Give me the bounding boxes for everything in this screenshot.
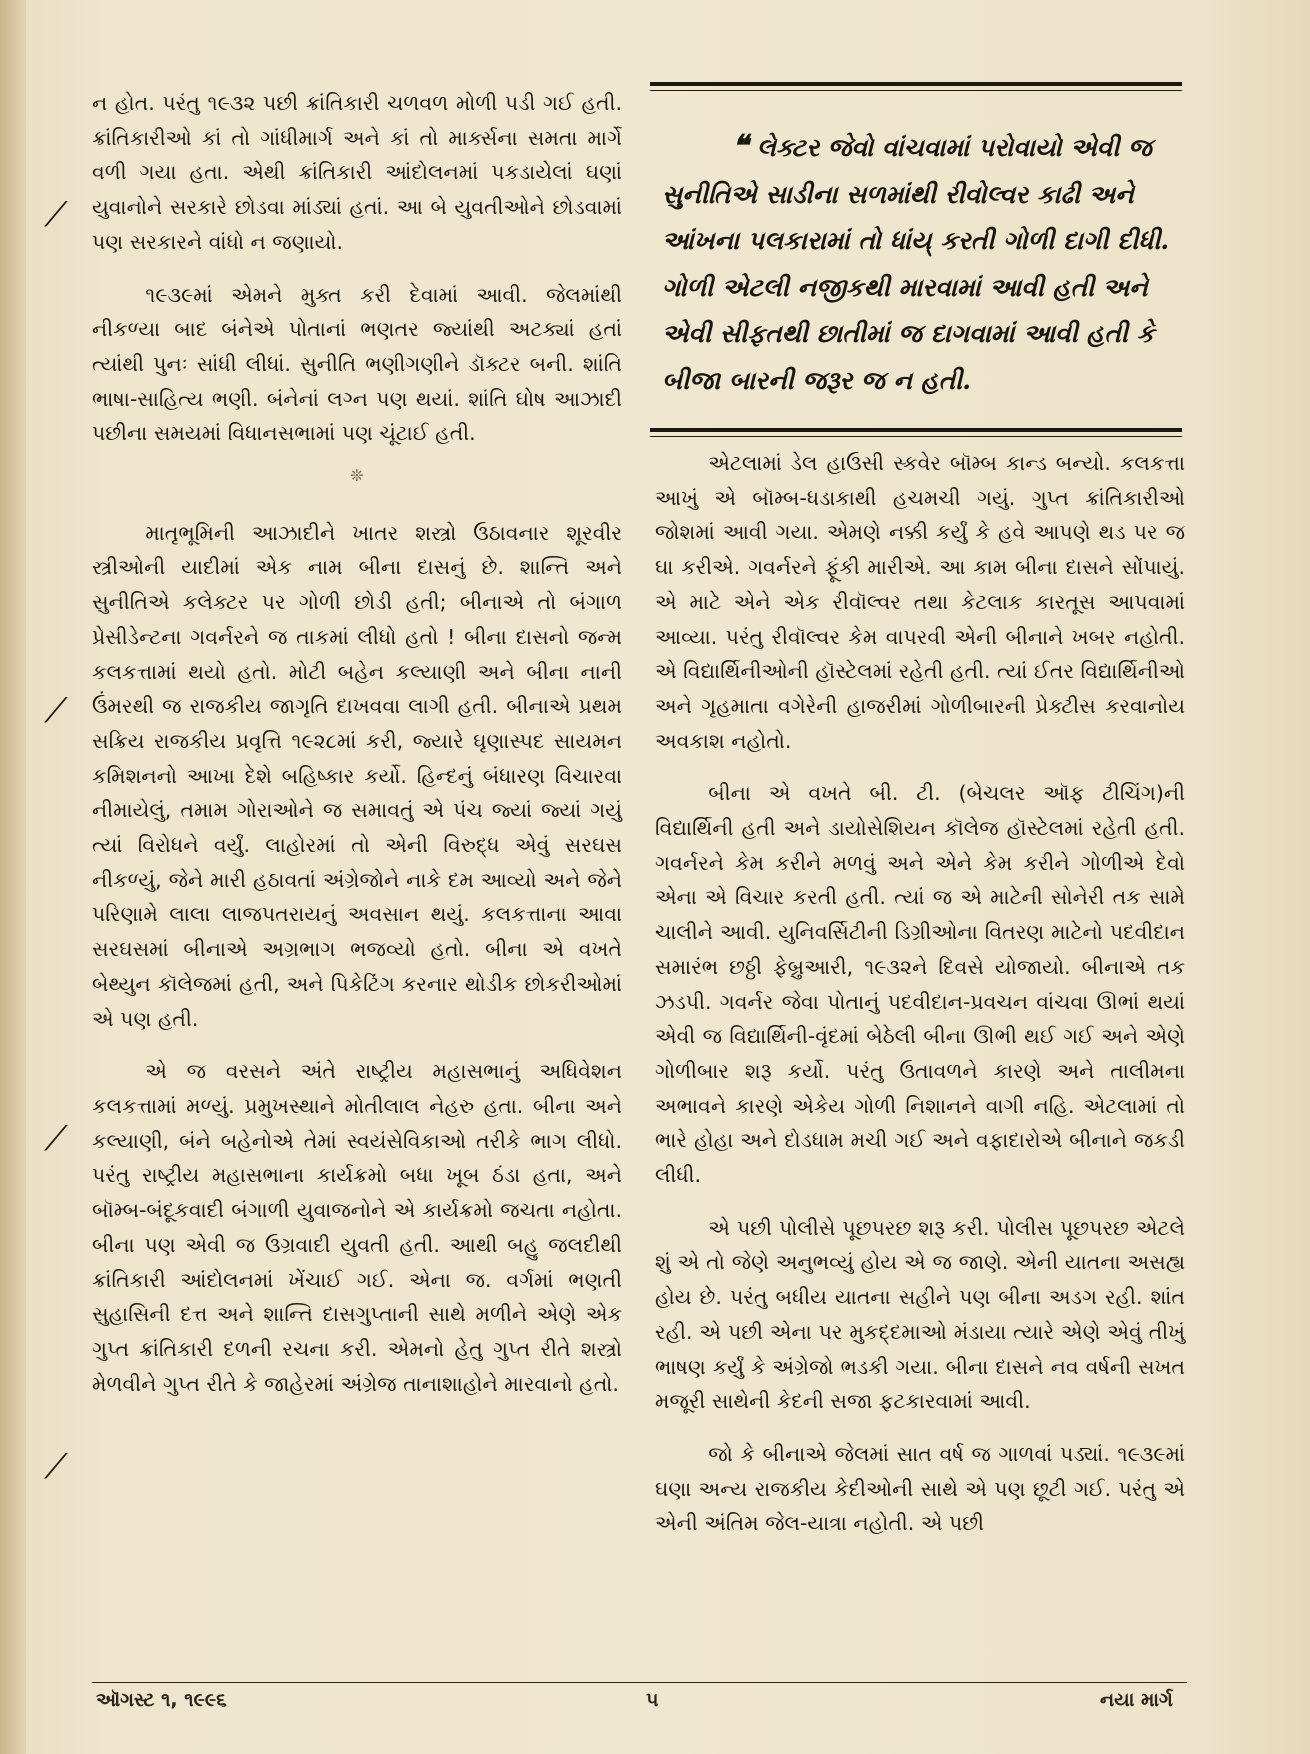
right-paragraph-4: જો કે બીનાએ જેલમાં સાત વર્ષ જ ગાળવાં પડ્યાં. ૧૯૩૯માં ઘણા અન્ય રાજકીય કેદીઓની સાથે એ પણ છૂટી ગઈ. પરંતુ એ એની અંતિમ જેલ-યાત્રા નહોતી. એ પછી bbox=[655, 1441, 1185, 1536]
left-paragraph-3: માતૃભૂમિની આઝાદીને ખાતર શસ્ત્રો ઉઠાવનાર શૂરવીર સ્ત્રીઓની યાદીમાં એક નામ બીના દાસનું છે. શાન્તિ અને સુનીતિએ કલેક્ટર પર ગોળી છોડી હતી; બીનાએ તો બંગાળ પ્રેસીડેન્ટના ગવર્નરને જ તાકમાં લીધો હતો ! બીના દાસનો જન્મ કલકત્તામાં થયો હતો. મોટી બહેન કલ્યાણી અને બીના નાની ઉંમરથી જ રાજકીય જાગૃતિ દાખવવા લાગી હતી. બીનાએ પ્રથમ સક્રિય રાજકીય પ્રવૃત્તિ ૧૯૨૮માં કરી, જ્યારે ઘૃણાસ્પદ સાયમન કમિશનનો આખા દેશે બહિષ્કાર કર્યો. હિન્દનું બંધારણ વિચારવા નીમાયેલું, તમામ ગોરાઓને જ સમાવતું એ પંચ જ્યાં જ્યાં ગયું ત્યાં વિરોધને વર્યું. લાહોરમાં તો એની વિરુદ્ધ એવું સરઘસ નીકળ્યું, જેને મારી હઠાવતાં અંગ્રેજોને નાકે દમ આવ્યો અને જેને પરિણામે લાલા લાજપતરાયનું અવસાન થયું. કલકત્તાના આવા સરઘસમાં બીનાએ અગ્રભાગ ભજવ્યો હતો. બીના એ વખતે બેથ્યુન કૉલેજમાં હતી, અને પિકેટિંગ કરનાર થોડીક છોકરીઓમાં એ પણ હતી. bbox=[92, 520, 622, 1031]
quote-mark-icon: ❝ bbox=[732, 129, 749, 164]
quote-top-rule bbox=[650, 82, 1182, 86]
left-column bbox=[92, 86, 622, 1401]
footer-date: ઑગસ્ટ ૧, ૧૯૯૬ bbox=[96, 1689, 227, 1711]
margin-mark: ⟋ bbox=[44, 195, 68, 235]
left-paragraph-2: ૧૯૩૯માં એમને મુક્ત કરી દેવામાં આવી. જેલમાંથી નીકળ્યા બાદ બંનેએ પોતાનાં ભણતર જ્યાંથી અટક્યાં હતાં ત્યાંથી પુનઃ સાંધી લીધાં. સુનીતિ ભણીગણીને ડૉક્ટર બની. શાંતિ ભાષા-સાહિત્ય ભણી. બંનેનાં લગ્ન પણ થયાં. શાંતિ ઘોષ આઝાદી પછીના સમયમાં વિધાનસભામાં પણ ચૂંટાઈ હતી. bbox=[92, 282, 622, 446]
footer-rule bbox=[92, 1682, 1187, 1683]
section-separator: ❊ bbox=[350, 466, 364, 486]
right-paragraph-2: બીના એ વખતે બી. ટી. (બેચલર ઑફ ટીચિંગ)ની વિદ્યાર્થિની હતી અને ડાયોસેશિયન કૉલેજ હૉસ્ટેલમાં રહેતી હતી. ગવર્નરને કેમ કરીને મળવું અને એને કેમ કરીને ગોળીએ દેવો એના એ વિચાર કરતી હતી. ત્યાં જ એ માટેની સોનેરી તક સામે ચાલીને આવી. યુનિવર્સિટીની ડિગ્રીઓના વિતરણ માટેનો પદવીદાન સમારંભ છઠ્ઠી ફેબ્રુઆરી, ૧૯૩૨ને દિવસે યોજાયો. બીનાએ તક ઝડપી. ગવર્નર જેવા પોતાનું પદવીદાન-પ્રવચન વાંચવા ઊભાં થયાં એવી જ વિદ્યાર્થિની-વૃંદમાં બેઠેલી બીના ઊભી થઈ ગઈ અને એણે ગોળીબાર શરૂ કર્યો. પરંતુ ઉતાવળને કારણે અને તાલીમના અભાવને કારણે એકેય ગોળી નિશાનને વાગી નહિ. એટલામાં તો ભારે હોહા અને દોડધામ મચી ગઈ અને વફાદારોએ બીનાને જકડી લીધી. bbox=[655, 781, 1185, 1188]
margin-mark: ⟋ bbox=[44, 1447, 68, 1487]
quote-top-rule-thin bbox=[650, 90, 1182, 91]
page-number: ૫ bbox=[646, 1689, 659, 1711]
page-edge bbox=[0, 0, 26, 1754]
left-paragraph-1: ન હોત. પરંતુ ૧૯૩૨ પછી ક્રાંતિકારી ચળવળ મોળી પડી ગઈ હતી. ક્રાંતિકારીઓ કાં તો ગાંધીમાર્ગ અને કાં તો માર્ક્સના સમતા માર્ગે વળી ગયા હતા. એથી ક્રાંતિકારી આંદોલનમાં પકડાયેલાં ઘણાં યુવાનોને સરકારે છોડવા માંડ્યાં હતાં. આ બે યુવતીઓને છોડવામાં પણ સરકારને વાંધો ન જણાયો. bbox=[92, 91, 622, 254]
pull-quote bbox=[662, 124, 1177, 404]
pull-quote-text: લેક્ટર જેવો વાંચવામાં પરોવાયો એવી જ સુનીતિએ સાડીના સળમાંથી રીવોલ્વર કાઢી અને આંખના પલકારામાં તો ધાંય્ કરતી ગોળી દાગી દીધી. ગોળી એટલી નજીકથી મારવામાં આવી હતી અને એવી સીફતથી છાતીમાં જ દાગવામાં આવી હતી કે બીજા બારની જરૂર જ ન હતી. bbox=[662, 133, 1170, 395]
magazine-name: નયા માર્ગ bbox=[1100, 1689, 1173, 1711]
margin-mark: ⟋ bbox=[44, 691, 68, 731]
quote-bottom-rule-thin bbox=[650, 436, 1182, 437]
left-paragraph-4: એ જ વરસને અંતે રાષ્ટ્રીય મહાસભાનું અધિવેશન કલકત્તામાં મળ્યું. પ્રમુખસ્થાને મોતીલાલ નેહરુ હતા. બીના અને કલ્યાણી, બંને બહેનોએ તેમાં સ્વયંસેવિકાઓ તરીકે ભાગ લીધો. પરંતુ રાષ્ટ્રીય મહાસભાના કાર્યક્રમો બધા ખૂબ ઠંડા હતા, અને બૉમ્બ-બંદૂકવાદી બંગાળી યુવાજનોને એ કાર્યક્રમો જચતા નહોતા. બીના પણ એવી જ ઉગ્રવાદી યુવતી હતી. આથી બહુ જલદીથી ક્રાંતિકારી આંદોલનમાં ખેંચાઈ ગઈ. એના જ. વર્ગમાં ભણતી સુહાસિની દત્ત અને શાન્તિ દાસગુપ્તાની સાથે મળીને એણે એક ગુપ્ત ક્રાંતિકારી દળની રચના કરી. એમનો હેતુ ગુપ્ત રીતે શસ્ત્રો મેળવીને ગુપ્ત રીતે કે જાહેરમાં અંગ્રેજ તાનાશાહોને મારવાનો હતો. bbox=[92, 1059, 622, 1396]
right-column bbox=[655, 446, 1185, 1541]
right-paragraph-1: એટલામાં ડેલ હાઉસી સ્કવેર બૉમ્બ કાન્ડ બન્યો. કલકત્તા આખું એ બૉમ્બ-ધડાકાથી હચમચી ગયું. ગુપ્ત ક્રાંતિકારીઓ જોશમાં આવી ગયા. એમણે નક્કી કર્યું કે હવે આપણે થડ પર જ ઘા કરીએ. ગવર્નરને ફૂંકી મારીએ. આ કામ બીના દાસને સોંપાયું. એ માટે એને એક રીવૉલ્વર તથા કેટલાક કારતૂસ આપવામાં આવ્યા. પરંતુ રીવૉલ્વર કેમ વાપરવી એની બીનાને ખબર નહોતી. એ વિદ્યાર્થિનીઓની હૉસ્ટેલમાં રહેતી હતી. ત્યાં ઈતર વિદ્યાર્થિનીઓ અને ગૃહમાતા વગેરેની હાજરીમાં ગોળીબારની પ્રેક્ટીસ કરવાનોય અવકાશ નહોતો. bbox=[655, 451, 1185, 753]
right-paragraph-3: એ પછી પોલીસે પૂછપરછ શરૂ કરી. પોલીસ પૂછપરછ એટલે શું એ તો જેણે અનુભવ્યું હોય એ જ જાણે. એની યાતના અસહ્ય હોય છે. પરંતુ બધીય યાતના સહીને પણ બીના અડગ રહી. શાંત રહી. એ પછી એના પર મુકદ્દમાઓ મંડાયા ત્યારે એણે એવું તીખું ભાષણ કર્યું કે અંગ્રેજો ભડકી ગયા. બીના દાસને નવ વર્ષની સખત મજૂરી સાથેની કેદની સજા ફટકારવામાં આવી. bbox=[655, 1215, 1185, 1414]
margin-mark: ⟋ bbox=[44, 1119, 68, 1159]
quote-bottom-rule bbox=[650, 428, 1182, 432]
